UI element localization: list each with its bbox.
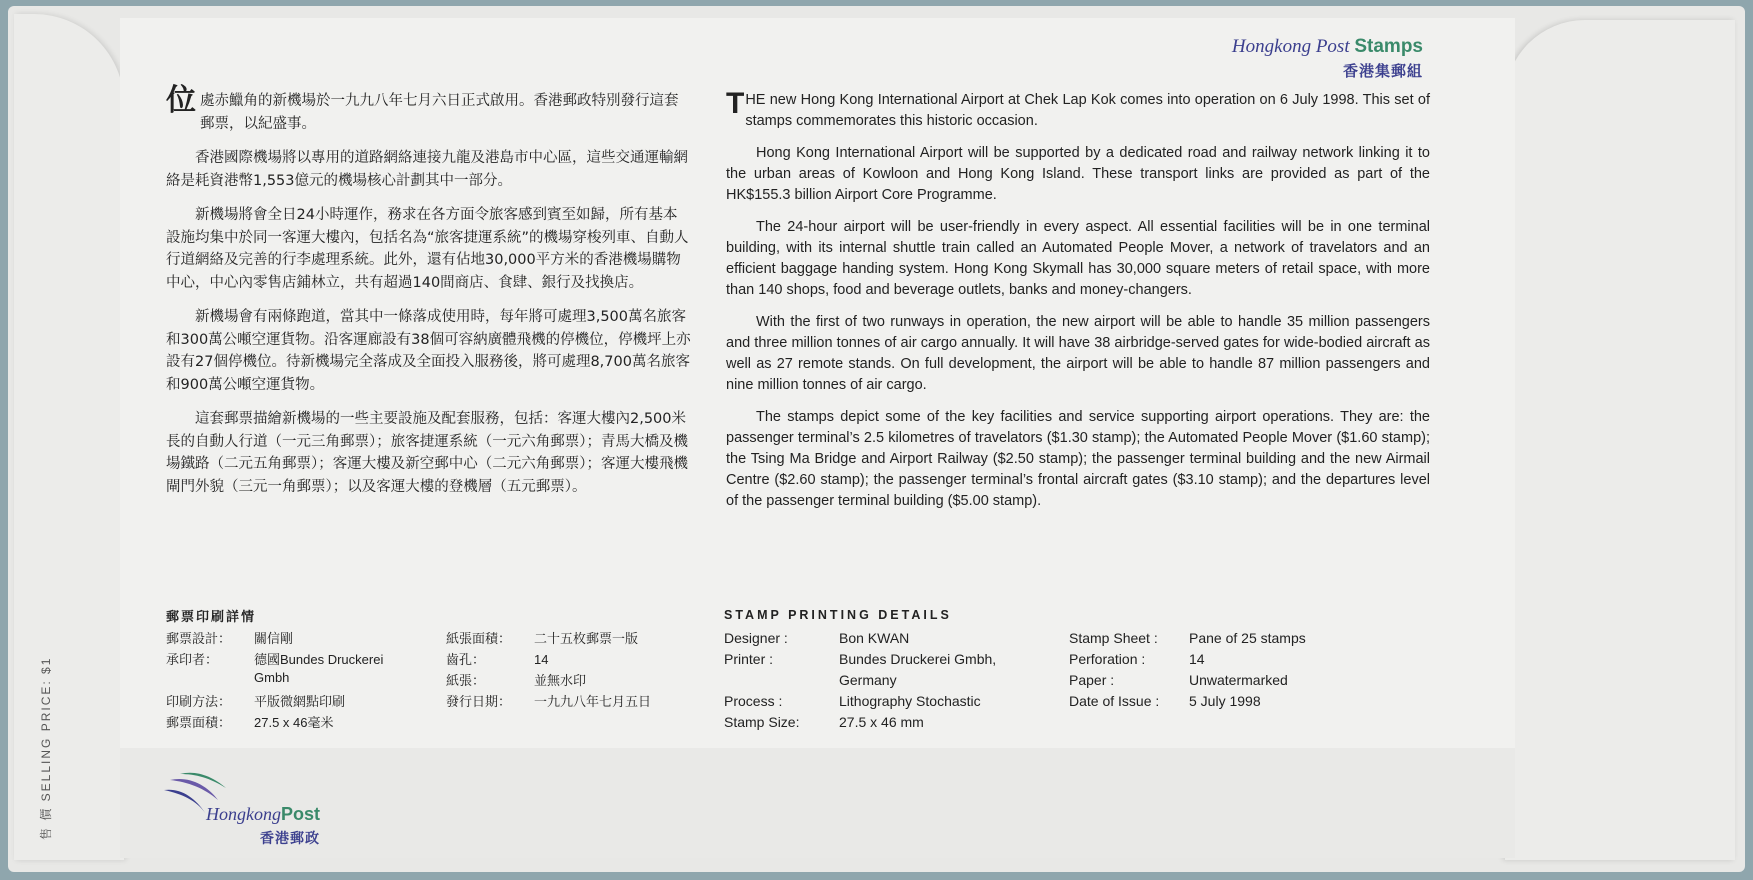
english-text (726, 87, 1430, 523)
detail-size-en: Stamp Size: (724, 714, 800, 730)
brand-header (1232, 36, 1423, 81)
en-paragraph: The 24-hour airport will be user-friendly in every aspect. All essential facilities will be in one terminal building, with its internal shuttle train called an Automated People Mover, a network of travelators and an efficient baggage handing system. Hong Kong Skymall has 30,000 square meters of retail space, with more than 140 shops, food and beverage outlets, banks and money-changers. (726, 219, 1430, 298)
bottom-flap (120, 748, 1515, 858)
detail-paper-en: Paper : (1069, 672, 1115, 688)
logo-chinese: 香港郵政 (260, 830, 320, 846)
brand-chinese: 香港集郵組 (1342, 63, 1423, 80)
en-paragraph: Hong Kong International Airport will be supported by a dedicated road and railway network linking it to the urban areas of Kowloon and Hong Kong Island. These transport links are provided as part of the HK$155.3 billion Airport Core Programme. (726, 145, 1430, 203)
detail-date-en-value: 5 July 1998 (1189, 693, 1261, 709)
detail-sheet-en-value: Pane of 25 stamps (1189, 630, 1306, 646)
detail-printer-en-value-2: Germany (839, 672, 897, 688)
detail-printer-en: Printer : (724, 651, 774, 667)
en-drop-cap: T (726, 87, 745, 120)
zh-drop-cap: 位 (166, 83, 196, 118)
brand-english: Hongkong Post Stamps (1231, 36, 1423, 57)
zh-paragraph: 新機場會有兩條跑道，當其中一條落成使用時，每年將可處理3,500萬名旅客和300萬公噸空運貨物。沿客運廊設有38個可容納廣體飛機的停機位，停機坪上亦設有27個停機位。待新機場完全落成及全面投入服務後，將可處理8,700萬名旅客和900萬公噸空運貨物。 (166, 309, 691, 393)
left-flap (14, 14, 124, 860)
right-flap (1505, 20, 1735, 860)
zh-paragraph: 新機場將會全日24小時運作，務求在各方面令旅客感到賓至如歸，所有基本設施均集中於同一客運大樓內，包括名為“旅客捷運系統”的機場穿梭列車、自動人行道網絡及完善的行李處理系統。此外，還有佔地30,000平方米的香港機場購物中心，中心內零售店鋪林立，共有超過140間商店、食肆、銀行及找換店。 (166, 207, 689, 291)
en-paragraph: With the first of two runways in operation, the new airport will be able to handle 35 million passengers and three million tonnes of air cargo annually. It will have 38 airbridge-served gates for wide-bodied aircraft as well as 27 remote stands. On full development, the airport will be able to handle 87 million passengers and nine million tonnes of air cargo. (726, 314, 1430, 393)
detail-process-en-value: Lithography Stochastic (839, 693, 981, 709)
detail-process-zh: 印刷方法： 平版微網點印刷 (166, 694, 346, 709)
detail-perf-zh: 齒孔： 14 (446, 652, 549, 667)
details-heading-en: STAMP PRINTING DETAILS (724, 608, 952, 622)
detail-designer-zh: 郵票設計： 關信剛 (166, 631, 294, 646)
detail-sheet-zh: 紙張面積： 二十五枚郵票一版 (446, 631, 639, 646)
detail-paper-zh: 紙張： 並無水印 (446, 673, 587, 688)
en-paragraph: The stamps depict some of the key facilities and service supporting airport operations. They are: the passenger terminal’s 2.5 kilometres of travelators ($1.30 stamp); the Automated People Mover ($1.60 stamp); the Tsing Ma Bridge and Airport Railway ($2.50 stamp); the passenger terminal building and the new Airmail Centre ($2.60 stamp); the passenger terminal’s frontal aircraft gates ($3.10 stamp); and the departures level of the passenger terminal building ($5.00 stamp). (726, 409, 1430, 509)
detail-date-en: Date of Issue : (1069, 693, 1160, 709)
printing-details-en (724, 608, 1306, 730)
detail-sheet-en: Stamp Sheet : (1069, 630, 1158, 646)
detail-size-zh: 郵票面積： 27.5 x 46毫米 (166, 715, 334, 730)
zh-paragraph: 位處赤鱲角的新機場於一九九八年七月六日正式啟用。香港郵政特別發行這套郵票，以紀盛事。 (166, 83, 679, 132)
detail-printer-zh-cont: Gmbh (254, 670, 290, 685)
printing-details-zh (166, 606, 652, 730)
detail-date-zh: 發行日期： 一九九八年七月五日 (446, 694, 652, 709)
details-heading-zh: 郵票印刷詳情 (166, 609, 257, 624)
zh-paragraph: 香港國際機場將以專用的道路網絡連接九龍及港島市中心區，這些交通運輸網絡是耗資港幣1,553億元的機場核心計劃其中一部分。 (166, 150, 688, 189)
detail-paper-en-value: Unwatermarked (1189, 672, 1288, 688)
logo-english: HongkongPost (206, 804, 321, 824)
detail-size-en-value: 27.5 x 46 mm (839, 714, 924, 730)
chinese-text (166, 83, 691, 510)
detail-printer-zh: 承印者： 德國Bundes Druckerei (166, 652, 384, 667)
detail-designer-en: Designer : (724, 630, 788, 646)
detail-process-en: Process : (724, 693, 783, 709)
detail-perf-en: Perforation : (1069, 651, 1146, 667)
detail-designer-en-value: Bon KWAN (839, 630, 910, 646)
detail-printer-en-value: Bundes Druckerei Gmbh, (839, 651, 997, 667)
detail-perf-en-value: 14 (1189, 651, 1205, 667)
zh-paragraph: 這套郵票描繪新機場的一些主要設施及配套服務，包括：客運大樓內2,500米長的自動人行道（一元三角郵票）；旅客捷運系統（一元六角郵票）；青馬大橋及機場鐵路（二元五角郵票）；客運大樓及新空郵中心（二元六角郵票）；客運大樓飛機閘門外貌（三元一角郵票）；以及客運大樓的登機層（五元郵票）。 (166, 411, 688, 495)
selling-price: 售 價 SELLING PRICE: $1 (39, 656, 53, 840)
en-paragraph: THE new Hong Kong International Airport at Chek Lap Kok comes into operation on 6 July 1998. This set of stamps commemorates this historic occasion. (726, 87, 1430, 129)
